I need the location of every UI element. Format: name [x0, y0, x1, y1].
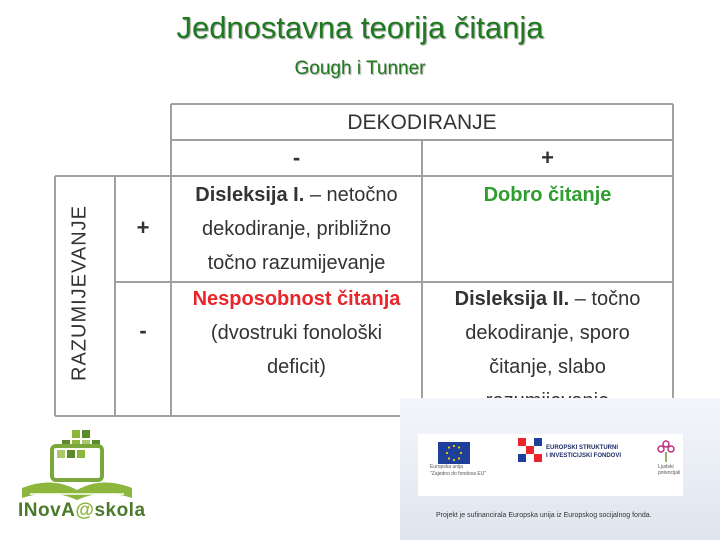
cell-nesposobnost: Nesposobnost čitanja (dvostruki fonološki deficit)	[173, 282, 420, 384]
esi-funds-caption: EUROPSKI STRUKTURNI I INVESTICIJSKI FONDOVI	[546, 445, 622, 459]
esi-funds-icon	[518, 438, 542, 462]
column-plus-label: +	[541, 145, 554, 170]
row-header-text: RAZUMIJEVANJE	[68, 205, 91, 381]
page-title: Jednostavna teorija čitanja	[176, 10, 544, 45]
eu-caption: Europska unija "Zajedno do fondova EU"	[430, 464, 487, 477]
eu-flag-icon	[438, 442, 470, 464]
row-plus-label: +	[136, 215, 150, 240]
esf-caption: Ljudski potencijali	[658, 464, 681, 476]
column-header-dekodiranje: DEKODIRANJE	[347, 111, 497, 134]
row-minus-label: -	[139, 318, 147, 343]
cell-dobro-citanje: Dobro čitanje	[483, 184, 612, 206]
cell-disleksija-2: Disleksija II. – točno dekodiranje, sporo čitanje, slabo	[454, 288, 641, 378]
inova-skola-wordmark: INovA@skola	[18, 500, 146, 521]
cell-disleksija-1: Disleksija I. – netočno dekodiranje, približno točno razumijevanje	[195, 184, 398, 274]
banner-footer-text: Projekt je sufinancirala Europska unija iz Europskog socijalnog fonda.	[436, 512, 652, 519]
eu-funding-banner	[400, 398, 720, 540]
esf-flower-icon	[655, 438, 677, 464]
page-subtitle: Gough i Tunner	[294, 58, 426, 79]
cell-disleksija-1-title: Disleksija I.	[195, 184, 305, 206]
cell-nesposobnost-title: Nesposobnost čitanja	[192, 288, 401, 310]
row-header-razumijevanje	[50, 188, 110, 398]
column-minus-label: -	[292, 145, 301, 170]
cell-disleksija-2-title: Disleksija II.	[454, 288, 570, 310]
